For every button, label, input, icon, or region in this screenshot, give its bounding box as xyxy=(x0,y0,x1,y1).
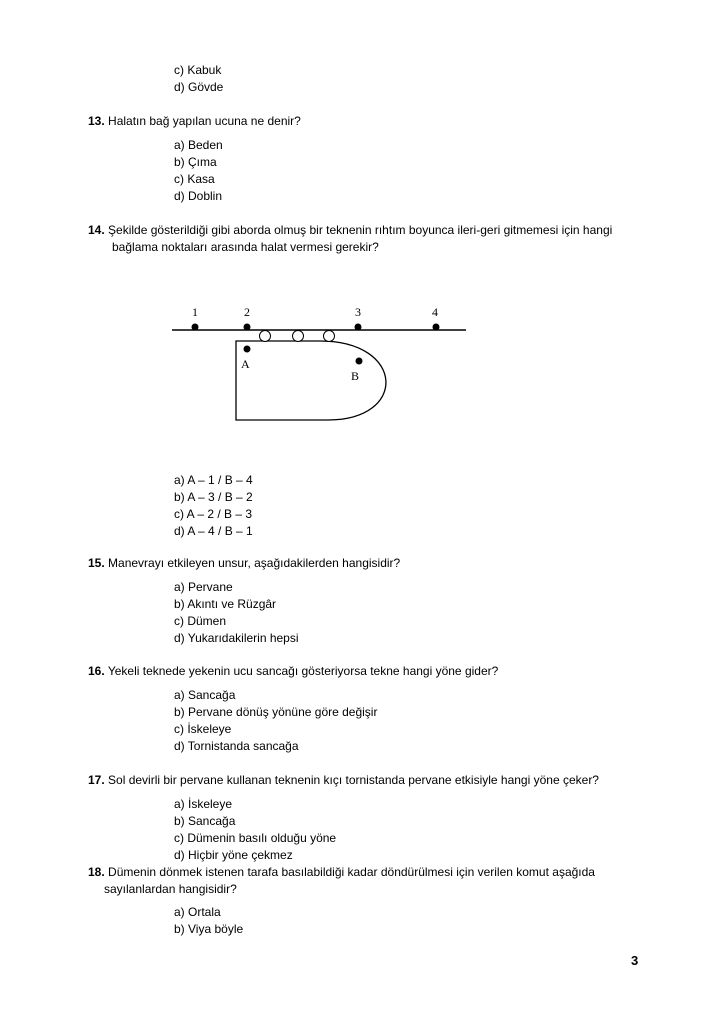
q16-option-b: b) Pervane dönüş yönüne göre değişir xyxy=(174,705,378,719)
q13-option-b: b) Çıma xyxy=(174,155,217,169)
point-label-b: B xyxy=(351,369,360,383)
q16-option-d: d) Tornistanda sancağa xyxy=(174,739,299,753)
q14-option-c: c) A – 2 / B – 3 xyxy=(174,507,253,521)
q16-option-a: a) Sancağa xyxy=(174,688,236,702)
point-label-4: 4 xyxy=(432,305,438,319)
q15-option-c: c) Dümen xyxy=(174,614,227,628)
q13-option-c: c) Kasa xyxy=(174,172,215,186)
q17-option-a: a) İskeleye xyxy=(174,797,233,811)
question-13 xyxy=(88,114,301,128)
q15-option-d: d) Yukarıdakilerin hepsi xyxy=(174,631,299,645)
bollard-4-icon xyxy=(433,324,440,331)
q17-option-c: c) Dümenin basılı olduğu yöne xyxy=(174,831,337,845)
bollard-3-icon xyxy=(355,324,362,331)
q13-option-d: d) Doblin xyxy=(174,189,223,203)
fender-icon xyxy=(293,331,304,342)
mooring-diagram xyxy=(150,295,480,430)
question-16 xyxy=(88,664,498,678)
bollard-2-icon xyxy=(244,324,251,331)
question-text: Şekilde gösterildiği gibi aborda olmuş bir teknenin rıhtım boyunca ileri-geri gitmemesi için hangi xyxy=(108,223,613,237)
question-17 xyxy=(88,773,599,787)
point-label-2: 2 xyxy=(244,305,250,319)
question-15 xyxy=(88,556,400,570)
q17-option-d: d) Hiçbir yöne çekmez xyxy=(174,848,293,862)
question-text: Dümenin dönmek istenen tarafa basılabildiği kadar döndürülmesi için verilen komut aşağıda xyxy=(108,865,595,879)
q13-option-a: a) Beden xyxy=(174,138,223,152)
q14-option-d: d) A – 4 / B – 1 xyxy=(174,524,253,538)
q17-option-b: b) Sancağa xyxy=(174,814,236,828)
option-d: d) Gövde xyxy=(174,80,224,94)
question-number: 18. xyxy=(88,865,105,879)
question-text: Yekeli teknede yekenin ucu sancağı gösteriyorsa tekne hangi yöne gider? xyxy=(107,664,499,678)
q18-option-a: a) Ortala xyxy=(174,905,221,919)
question-number: 17. xyxy=(88,773,105,787)
boat-hull xyxy=(236,341,386,420)
cleat-b-icon xyxy=(356,358,363,365)
question-text: Manevrayı etkileyen unsur, aşağıdakilerden hangisidir? xyxy=(108,556,401,570)
fender-icon xyxy=(260,331,271,342)
point-label-1: 1 xyxy=(192,305,198,319)
question-number: 14. xyxy=(88,223,105,237)
bollard-1-icon xyxy=(192,324,199,331)
question-text: Sol devirli bir pervane kullanan teknenin kıçı tornistanda pervane etkisiyle hangi yöne çeker? xyxy=(108,773,599,787)
question-14-continued: bağlama noktaları arasında halat vermesi gerekir? xyxy=(112,240,379,254)
q14-option-b: b) A – 3 / B – 2 xyxy=(174,490,253,504)
question-number: 13. xyxy=(88,114,105,128)
question-number: 16. xyxy=(88,664,105,678)
q16-option-c: c) İskeleye xyxy=(174,722,232,736)
question-14 xyxy=(88,223,612,237)
question-number: 15. xyxy=(88,556,105,570)
point-label-3: 3 xyxy=(355,305,361,319)
q15-option-b: b) Akıntı ve Rüzgâr xyxy=(174,597,277,611)
cleat-a-icon xyxy=(244,346,251,353)
point-label-a: A xyxy=(241,357,250,371)
fender-icon xyxy=(324,331,335,342)
option-c: c) Kabuk xyxy=(174,63,222,77)
question-18 xyxy=(88,865,595,879)
question-18-continued: sayılanlardan hangisidir? xyxy=(104,882,237,896)
q18-option-b: b) Viya böyle xyxy=(174,922,244,936)
q15-option-a: a) Pervane xyxy=(174,580,233,594)
page-number: 3 xyxy=(631,953,639,968)
q14-option-a: a) A – 1 / B – 4 xyxy=(174,473,253,487)
question-text: Halatın bağ yapılan ucuna ne denir? xyxy=(108,114,301,128)
